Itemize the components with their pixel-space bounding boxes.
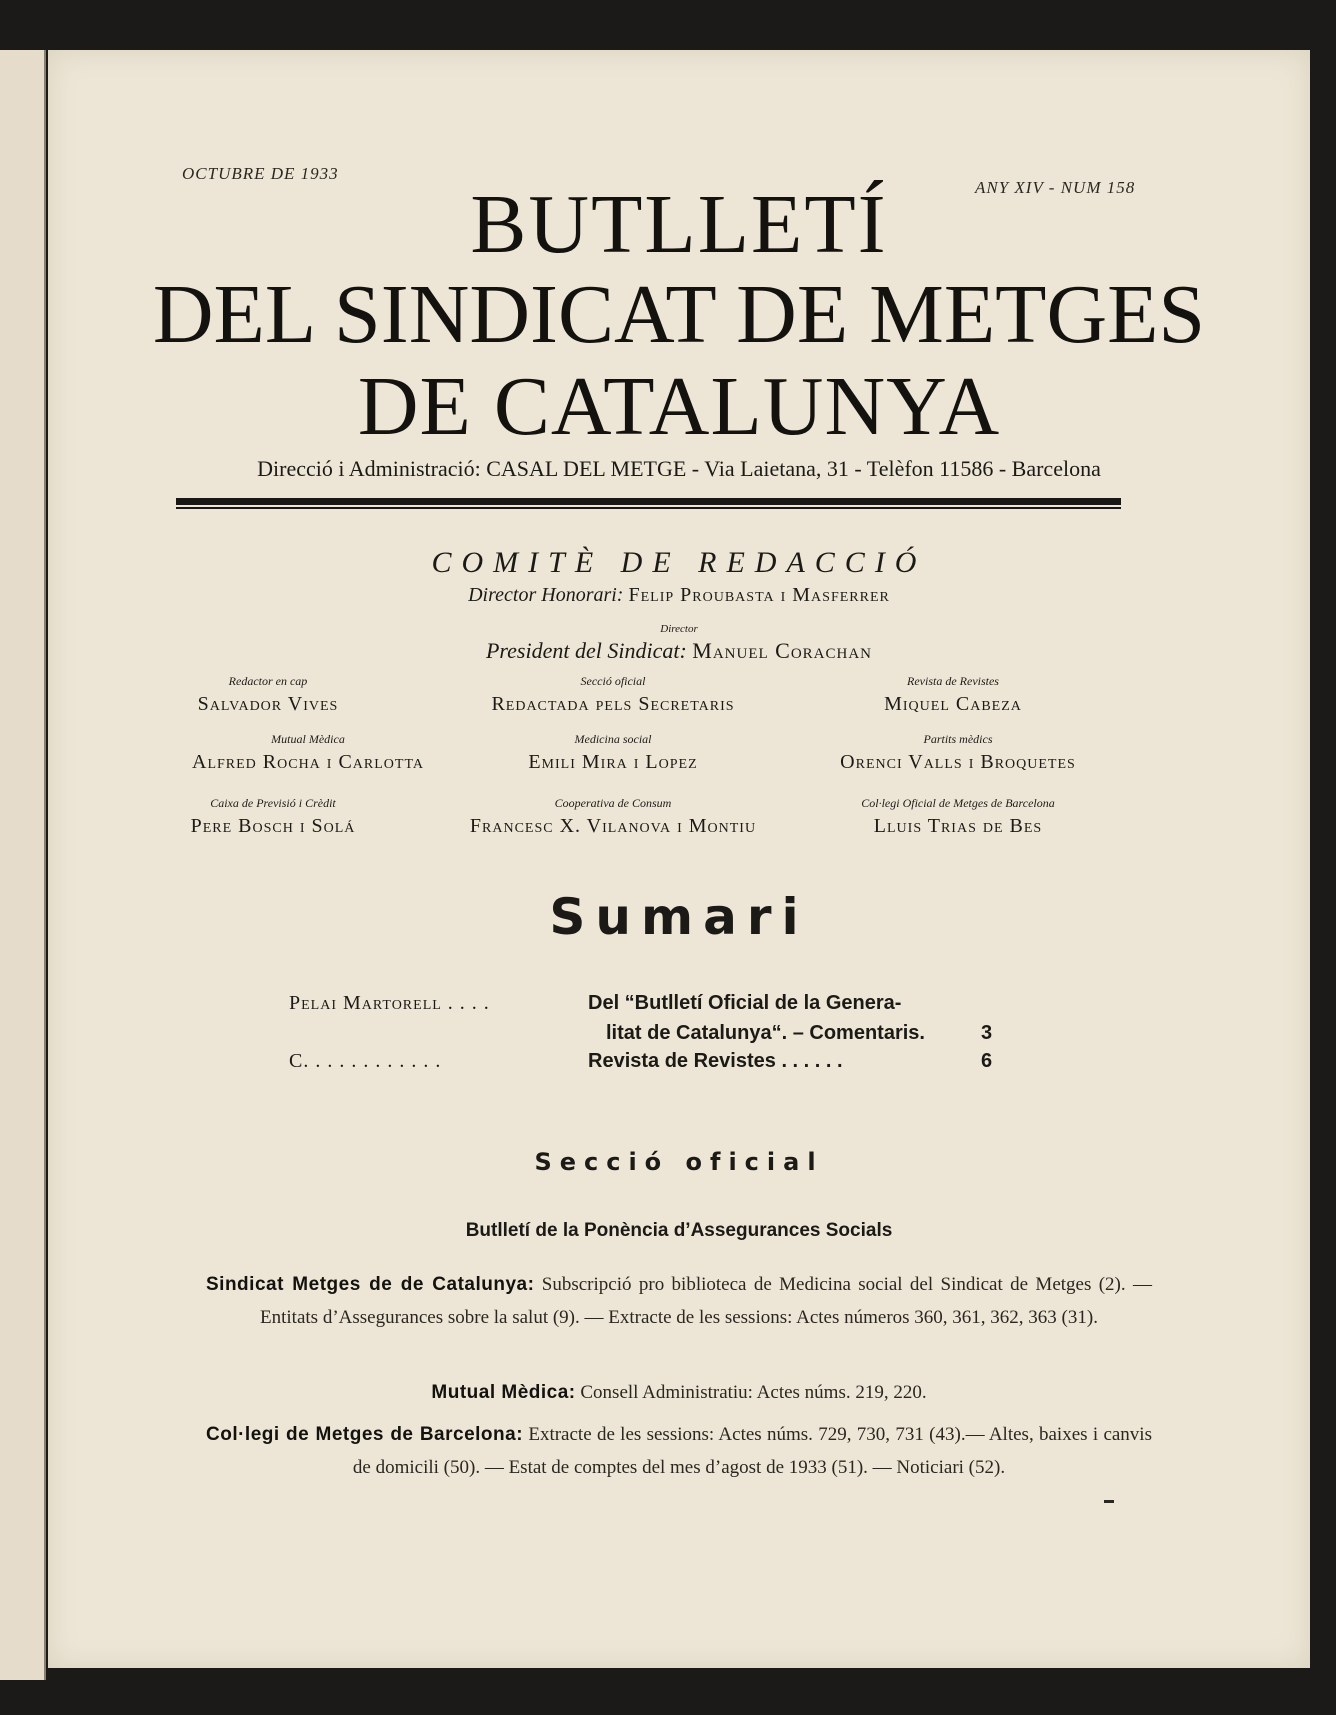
masthead-title-line3: DE CATALUNYA: [357, 360, 1001, 453]
committee-member: Revista de Revistes Miquel Cabeza: [884, 674, 1022, 715]
paragraph-lead: Sindicat Metges de de Catalunya:: [206, 1274, 535, 1295]
honorary-director-name: Felip Proubasta i Masferrer: [628, 584, 890, 606]
committee-member: Secció oficial Redactada pels Secretaris: [491, 674, 735, 715]
stray-mark: [1104, 1500, 1114, 1503]
section-paragraph: [206, 1376, 1152, 1409]
masthead-title-line1: BUTLLETÍ: [470, 178, 888, 271]
director-label: Director: [660, 623, 698, 635]
paragraph-text: Subscripció pro biblioteca de Medicina social del Sindicat de Metges (2). — Entitats d’Assegurances sobre la salut (9). — Extracte de les sessions: Actes números 360, 361, 362, 363 (31).: [260, 1274, 1152, 1328]
section-subheading: Butlletí de la Ponència d’Assegurances Socials: [465, 1220, 893, 1241]
committee-member: Col·legi Oficial de Metges de Barcelona Lluis Trias de Bes: [861, 796, 1055, 837]
issue-date: OCTUBRE DE 1933: [182, 164, 339, 183]
summary-heading: Sumari: [549, 888, 809, 946]
committee-member: Redactor en cap Salvador Vives: [197, 674, 339, 715]
committee-member: Partits mèdics Orenci Valls i Broquetes: [840, 732, 1076, 773]
committee-member: Cooperativa de Consum Francesc X. Vilanova i Montiu: [469, 796, 757, 837]
masthead-rule: [176, 498, 1121, 505]
president-role: President del Sindicat:: [485, 638, 687, 663]
masthead-address: Direcció i Administració: CASAL DEL METGE - Via Laietana, 31 - Telèfon 11586 - Barcelona: [257, 456, 1101, 481]
toc-title: Revista de Revistes . . . . . .: [588, 1050, 843, 1072]
paragraph-text: Consell Administratiu: Actes núms. 219, 220.: [575, 1382, 927, 1403]
committee-member: Mutual Mèdica Alfred Rocha i Carlotta: [192, 732, 424, 773]
issue-number: ANY XIV - NUM 158: [975, 178, 1136, 197]
section-heading: Secció oficial: [534, 1148, 824, 1176]
toc-title: Del “Butlletí Oficial de la Genera-: [588, 992, 902, 1014]
paragraph-lead: Col·legi de Metges de Barcelona:: [206, 1424, 524, 1445]
honorary-director-line: [48, 584, 1310, 607]
committee-member: Medicina social Emili Mira i Lopez: [528, 732, 698, 773]
president-line: [48, 638, 1310, 664]
committee-member: Caixa de Previsió i Crèdit Pere Bosch i Solá: [190, 796, 356, 837]
committee-heading: COMITÈ DE REDACCIÓ: [431, 546, 927, 579]
section-paragraph: [206, 1418, 1152, 1484]
honorary-director-role: Director Honorari:: [468, 584, 624, 606]
adjacent-page-edge: [0, 50, 46, 1680]
president-name: Manuel Corachan: [692, 638, 873, 663]
section-paragraph: [206, 1268, 1152, 1334]
toc-page: 3: [981, 1022, 993, 1044]
toc-author: Pelai Martorell . . . .: [289, 992, 490, 1014]
toc-author: C. . . . . . . . . . . .: [289, 1050, 442, 1072]
journal-page: [48, 50, 1310, 1668]
toc-title-cont: litat de Catalunya“. – Comentaris.: [606, 1022, 925, 1044]
toc-page: 6: [981, 1050, 993, 1072]
paragraph-lead: Mutual Mèdica:: [431, 1382, 576, 1403]
paragraph-text: Extracte de les sessions: Actes núms. 729, 730, 731 (43).— Altes, baixes i canvis de domicili (50). — Estat de comptes del mes d’agost de 1933 (51). — Noticiari (52).: [352, 1424, 1152, 1478]
masthead-rule-thin: [176, 507, 1121, 509]
masthead-title-line2: DEL SINDICAT DE METGES: [152, 268, 1206, 361]
